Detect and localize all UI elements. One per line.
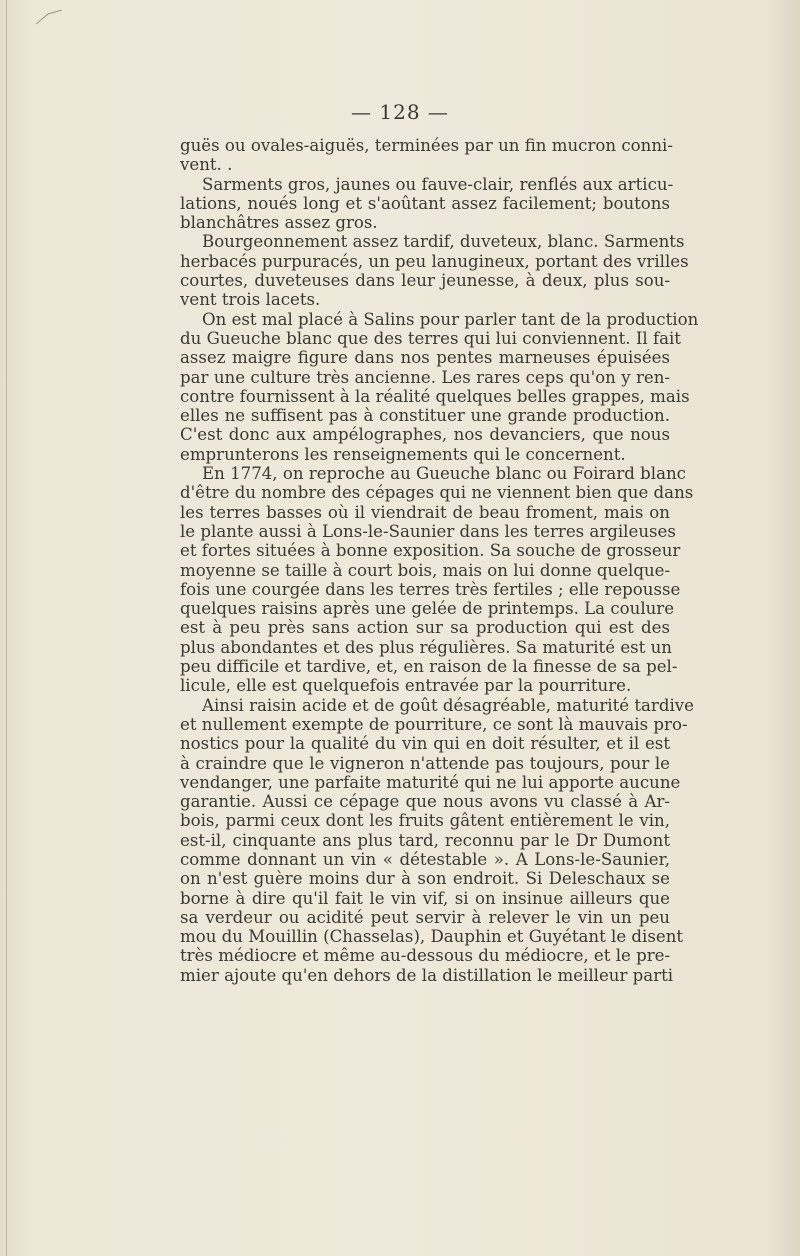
- text-line: Ainsi raisin acide et de goût désagréable, maturité tardive: [202, 695, 694, 715]
- text-line: elles ne suffisent pas à constituer une grande production.: [180, 406, 670, 426]
- text-line: En 1774, on reproche au Gueuche blanc ou Foirard blanc: [202, 464, 686, 484]
- text-line: du Gueuche blanc que des terres qui lui conviennent. Il fait: [180, 328, 681, 348]
- text-line: herbacés purpuracés, un peu lanugineux, portant des vrilles: [180, 251, 689, 271]
- text-line: plus abondantes et des plus régulières. Sa maturité est un: [180, 637, 672, 657]
- text-line: peu difficile et tardive, et, en raison de la finesse de sa pel-: [180, 657, 678, 677]
- text-line: emprunterons les renseignements qui le concernent.: [180, 444, 626, 464]
- text-line: blanchâtres assez gros.: [180, 213, 378, 233]
- text-line: contre fournissent à la réalité quelques belles grappes, mais: [180, 386, 690, 406]
- text-line: mier ajoute qu'en dehors de la distillation le meilleur parti: [180, 965, 674, 985]
- text-line: garantie. Aussi ce cépage que nous avons vu classé à Ar-: [180, 792, 670, 812]
- text-line: moyenne se taille à court bois, mais on lui donne quelque-: [180, 560, 671, 580]
- text-line: On est mal placé à Salins pour parler tant de la production: [202, 309, 699, 329]
- text-line: Sarments gros, jaunes ou fauve-clair, renflés aux articu-: [202, 174, 674, 194]
- text-line: borne à dire qu'il fait le vin vif, si on insinue ailleurs que: [180, 888, 670, 908]
- text-line: nostics pour la qualité du vin qui en doit résulter, et il est: [180, 734, 670, 754]
- text-line: le plante aussi à Lons-le-Saunier dans les terres argileuses: [180, 521, 676, 541]
- text-line: d'être du nombre des cépages qui ne viennent bien que dans: [180, 483, 694, 503]
- text-line: fois une courgée dans les terres très fertiles ; elle repousse: [180, 579, 681, 599]
- text-line: est à peu près sans action sur sa production qui est des: [180, 618, 670, 638]
- text-line: à craindre que le vigneron n'attende pas toujours, pour le: [180, 753, 670, 773]
- text-line: guës ou ovales-aiguës, terminées par un fin mucron conni-: [180, 136, 673, 155]
- text-line: on n'est guère moins dur à son endroit. Si Deleschaux se: [180, 869, 670, 889]
- text-line: vendanger, une parfaite maturité qui ne lui apporte aucune: [180, 772, 681, 792]
- page-number: — 128 —: [351, 100, 449, 124]
- text-line: comme donnant un vin « détestable ». A Lons-le-Saunier,: [180, 849, 670, 869]
- pencil-mark-icon: [34, 8, 64, 26]
- text-line: par une culture très ancienne. Les rares ceps qu'on y ren-: [180, 367, 670, 387]
- text-line: et nullement exempte de pourriture, ce sont là mauvais pro-: [180, 714, 688, 734]
- text-line: quelques raisins après une gelée de printemps. La coulure: [180, 599, 675, 619]
- text-line: très médiocre et même au-dessous du médiocre, et le pre-: [180, 946, 671, 966]
- text-line: lations, noués long et s'aoûtant assez facilement; boutons: [180, 193, 670, 213]
- text-line: licule, elle est quelquefois entravée par la pourriture.: [180, 676, 632, 696]
- text-line: sa verdeur ou acidité peut servir à relever le vin un peu: [180, 907, 670, 927]
- text-line: les terres basses où il viendrait de beau froment, mais on: [180, 502, 670, 522]
- text-line: assez maigre figure dans nos pentes marneuses épuisées: [180, 348, 670, 368]
- body-text: [180, 136, 699, 985]
- text-line: bois, parmi ceux dont les fruits gâtent entièrement le vin,: [180, 811, 670, 831]
- text-line: est-il, cinquante ans plus tard, reconnu par le Dr Dumont: [180, 830, 670, 850]
- text-line: Bourgeonnement assez tardif, duveteux, blanc. Sarments: [202, 232, 685, 252]
- text-line: courtes, duveteuses dans leur jeunesse, à deux, plus sou-: [180, 271, 670, 291]
- page-edge: [6, 0, 7, 1256]
- text-line: et fortes situées à bonne exposition. Sa souche de grosseur: [180, 541, 681, 561]
- text-line: C'est donc aux ampélographes, nos devanciers, que nous: [180, 425, 670, 445]
- text-line: mou du Mouillin (Chasselas), Dauphin et Guyétant le disent: [180, 927, 684, 947]
- text-line: vent. .: [180, 155, 233, 175]
- text-line: vent trois lacets.: [180, 290, 321, 310]
